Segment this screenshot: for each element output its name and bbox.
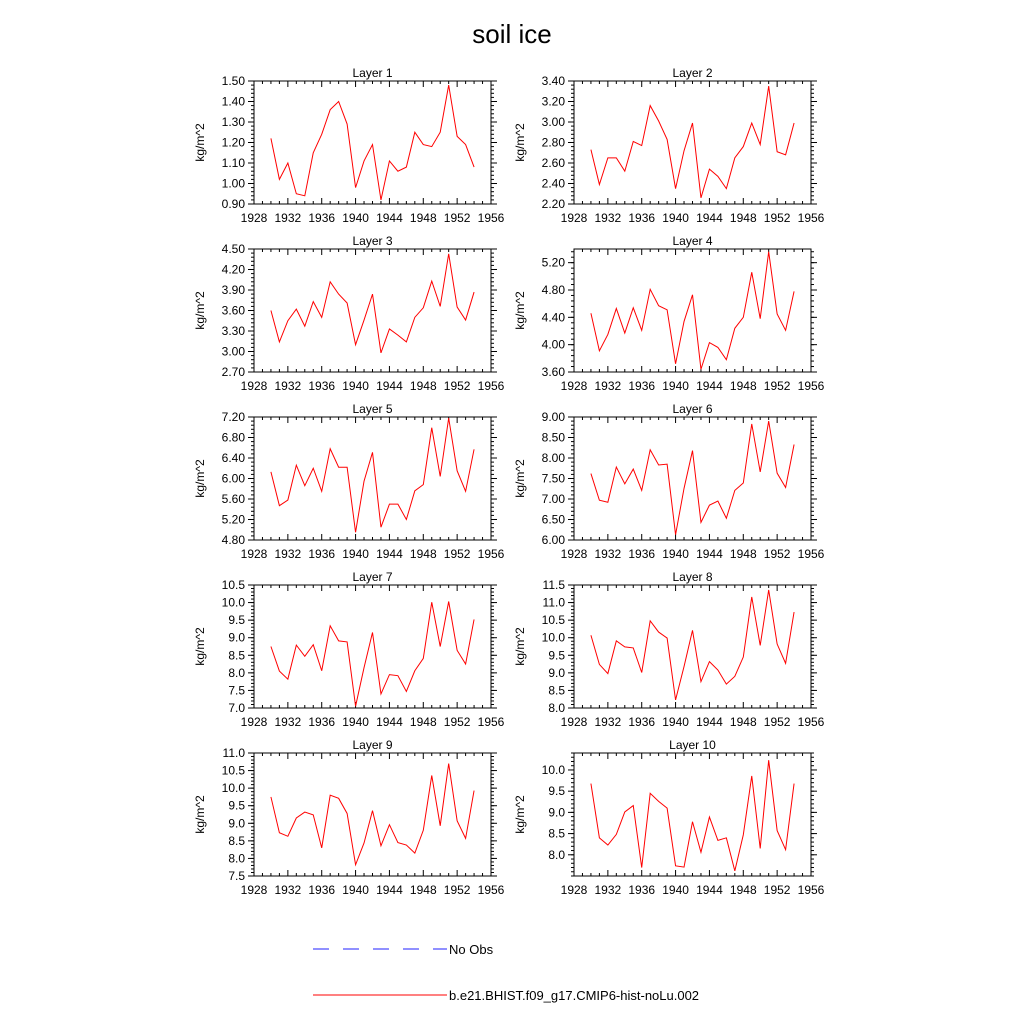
x-tick-label: 1936 xyxy=(628,715,656,729)
y-tick-label: 11.5 xyxy=(542,578,565,592)
y-tick-label: 3.60 xyxy=(541,365,565,379)
y-tick-label: 5.20 xyxy=(221,512,245,527)
y-tick-label: 1.10 xyxy=(221,156,245,170)
x-tick-label: 1936 xyxy=(308,211,336,225)
panel-title: Layer 3 xyxy=(352,234,393,248)
y-tick-label: 3.00 xyxy=(541,115,565,129)
panel-title: Layer 5 xyxy=(352,402,393,416)
y-tick-label: 10.0 xyxy=(221,595,245,610)
y-tick-label: 9.0 xyxy=(548,665,565,680)
x-tick-label: 1956 xyxy=(797,715,825,729)
y-tick-label: 4.50 xyxy=(221,242,245,256)
plot-frame xyxy=(254,249,491,372)
plot-frame xyxy=(574,417,811,540)
x-tick-label: 1944 xyxy=(376,883,403,897)
x-tick-label: 1952 xyxy=(763,211,791,225)
y-axis-label: kg/m^2 xyxy=(513,291,527,330)
x-tick-label: 1952 xyxy=(763,379,791,393)
y-tick-label: 6.50 xyxy=(541,512,565,527)
y-tick-label: 1.40 xyxy=(221,94,245,109)
panel-layer-5 xyxy=(193,402,505,561)
y-tick-label: 6.80 xyxy=(221,430,245,445)
y-tick-label: 5.20 xyxy=(541,255,565,270)
y-tick-label: 9.0 xyxy=(548,805,565,820)
y-tick-label: 10.0 xyxy=(541,762,565,777)
x-tick-label: 1956 xyxy=(477,715,505,729)
x-tick-label: 1940 xyxy=(662,547,689,561)
y-tick-label: 9.5 xyxy=(228,613,245,628)
y-tick-label: 4.00 xyxy=(541,337,565,352)
x-tick-label: 1952 xyxy=(763,547,791,561)
plot-frame xyxy=(254,585,491,708)
x-tick-label: 1928 xyxy=(560,547,588,561)
plot-frame xyxy=(574,585,811,708)
x-tick-label: 1944 xyxy=(696,379,723,393)
x-tick-label: 1948 xyxy=(729,211,757,225)
panel-title: Layer 4 xyxy=(672,234,713,248)
panel-title: Layer 7 xyxy=(352,570,393,584)
y-tick-label: 7.5 xyxy=(228,683,245,698)
panel-title: Layer 9 xyxy=(352,738,393,752)
x-tick-label: 1936 xyxy=(628,211,656,225)
y-axis-label: kg/m^2 xyxy=(513,795,527,834)
x-tick-label: 1956 xyxy=(797,883,825,897)
y-tick-label: 2.70 xyxy=(221,365,245,379)
x-tick-label: 1944 xyxy=(376,547,403,561)
legend-model-label: b.e21.BHIST.f09_g17.CMIP6-hist-noLu.002 xyxy=(449,988,700,1003)
series-line xyxy=(271,602,474,707)
panel-layer-3 xyxy=(193,234,505,393)
y-tick-label: 9.5 xyxy=(228,798,245,813)
series-line xyxy=(271,254,474,353)
x-tick-label: 1928 xyxy=(560,379,588,393)
x-tick-label: 1940 xyxy=(662,883,689,897)
panel-layer-9 xyxy=(193,738,505,897)
x-tick-label: 1940 xyxy=(342,883,369,897)
y-tick-label: 6.00 xyxy=(541,533,565,547)
x-tick-label: 1956 xyxy=(477,379,505,393)
x-tick-label: 1928 xyxy=(240,883,268,897)
y-axis-label: kg/m^2 xyxy=(193,795,207,834)
x-tick-label: 1952 xyxy=(443,379,471,393)
x-tick-label: 1948 xyxy=(409,883,437,897)
x-tick-label: 1932 xyxy=(274,547,302,561)
y-tick-label: 7.5 xyxy=(228,869,245,883)
y-tick-label: 4.40 xyxy=(541,310,565,325)
y-tick-label: 8.00 xyxy=(541,451,565,465)
y-tick-label: 7.20 xyxy=(221,410,245,424)
panel-layer-2 xyxy=(513,66,825,225)
series-line xyxy=(591,86,794,198)
y-tick-label: 4.80 xyxy=(221,533,245,547)
y-tick-label: 10.5 xyxy=(221,763,245,778)
y-tick-label: 8.0 xyxy=(548,701,565,715)
panel-layer-1 xyxy=(193,66,505,225)
x-tick-label: 1936 xyxy=(308,379,336,393)
y-tick-label: 9.00 xyxy=(541,410,565,424)
x-tick-label: 1940 xyxy=(342,547,369,561)
x-tick-label: 1932 xyxy=(274,211,302,225)
y-axis-label: kg/m^2 xyxy=(193,627,207,666)
y-tick-label: 11.0 xyxy=(542,595,565,610)
x-tick-label: 1936 xyxy=(628,547,656,561)
panel-layer-8 xyxy=(513,570,825,729)
y-tick-label: 7.00 xyxy=(541,492,565,506)
y-tick-label: 8.0 xyxy=(228,851,245,866)
x-tick-label: 1948 xyxy=(409,547,437,561)
x-tick-label: 1932 xyxy=(594,211,622,225)
x-tick-label: 1944 xyxy=(376,715,403,729)
x-tick-label: 1952 xyxy=(443,883,471,897)
x-tick-label: 1932 xyxy=(274,715,302,729)
y-tick-label: 1.50 xyxy=(221,74,245,88)
y-tick-label: 1.30 xyxy=(221,115,245,129)
x-tick-label: 1948 xyxy=(409,211,437,225)
panel-layer-7 xyxy=(193,570,505,729)
x-tick-label: 1936 xyxy=(308,883,336,897)
x-tick-label: 1952 xyxy=(443,211,471,225)
y-tick-label: 8.5 xyxy=(548,826,565,841)
x-tick-label: 1932 xyxy=(594,715,622,729)
x-tick-label: 1944 xyxy=(696,211,723,225)
x-tick-label: 1956 xyxy=(797,547,825,561)
y-tick-label: 9.5 xyxy=(548,648,565,663)
x-tick-label: 1936 xyxy=(628,883,656,897)
legend xyxy=(313,942,699,1003)
x-tick-label: 1952 xyxy=(443,715,471,729)
y-axis-label: kg/m^2 xyxy=(513,459,527,498)
x-tick-label: 1948 xyxy=(729,883,757,897)
panel-title: Layer 8 xyxy=(672,570,713,584)
x-tick-label: 1928 xyxy=(240,715,268,729)
x-tick-label: 1952 xyxy=(763,883,791,897)
y-tick-label: 9.5 xyxy=(548,784,565,799)
y-tick-label: 9.0 xyxy=(228,816,245,831)
x-tick-label: 1944 xyxy=(376,211,403,225)
x-tick-label: 1928 xyxy=(560,715,588,729)
x-tick-label: 1952 xyxy=(763,715,791,729)
x-tick-label: 1940 xyxy=(662,715,689,729)
x-tick-label: 1948 xyxy=(729,547,757,561)
y-axis-label: kg/m^2 xyxy=(513,627,527,666)
x-tick-label: 1940 xyxy=(662,379,689,393)
x-tick-label: 1944 xyxy=(696,715,723,729)
x-tick-label: 1948 xyxy=(409,715,437,729)
y-axis-label: kg/m^2 xyxy=(193,459,207,498)
x-tick-label: 1932 xyxy=(274,379,302,393)
x-tick-label: 1932 xyxy=(594,883,622,897)
series-line xyxy=(271,764,474,865)
y-axis-label: kg/m^2 xyxy=(193,291,207,330)
panels xyxy=(193,66,825,897)
y-tick-label: 8.0 xyxy=(548,847,565,862)
y-tick-label: 5.60 xyxy=(221,492,245,506)
y-tick-label: 3.60 xyxy=(221,303,245,318)
y-tick-label: 8.0 xyxy=(228,665,245,680)
x-tick-label: 1940 xyxy=(342,715,369,729)
y-tick-label: 6.40 xyxy=(221,451,245,465)
x-tick-label: 1956 xyxy=(477,547,505,561)
x-tick-label: 1932 xyxy=(274,883,302,897)
y-tick-label: 8.50 xyxy=(541,430,565,445)
plot-frame xyxy=(254,81,491,204)
y-tick-label: 2.60 xyxy=(541,156,565,170)
panel-layer-6 xyxy=(513,402,825,561)
series-line xyxy=(591,590,794,700)
x-tick-label: 1940 xyxy=(342,379,369,393)
panel-title: Layer 2 xyxy=(672,66,713,80)
y-tick-label: 8.5 xyxy=(228,648,245,663)
y-tick-label: 10.5 xyxy=(541,613,565,628)
y-tick-label: 10.0 xyxy=(221,781,245,796)
y-tick-label: 3.00 xyxy=(221,344,245,359)
x-tick-label: 1932 xyxy=(594,547,622,561)
x-tick-label: 1944 xyxy=(696,883,723,897)
x-tick-label: 1952 xyxy=(443,547,471,561)
y-axis-label: kg/m^2 xyxy=(513,123,527,162)
x-tick-label: 1944 xyxy=(376,379,403,393)
y-tick-label: 2.40 xyxy=(541,176,565,191)
x-tick-label: 1944 xyxy=(696,547,723,561)
x-tick-label: 1928 xyxy=(240,547,268,561)
x-tick-label: 1948 xyxy=(729,379,757,393)
x-tick-label: 1936 xyxy=(308,715,336,729)
y-tick-label: 0.90 xyxy=(221,197,245,211)
x-tick-label: 1936 xyxy=(308,547,336,561)
series-line xyxy=(591,252,794,370)
panel-title: Layer 1 xyxy=(352,66,393,80)
y-tick-label: 10.0 xyxy=(541,630,565,645)
series-line xyxy=(591,421,794,535)
y-tick-label: 3.30 xyxy=(221,324,245,338)
x-tick-label: 1936 xyxy=(628,379,656,393)
y-tick-label: 7.0 xyxy=(228,701,245,715)
panel-layer-10 xyxy=(513,738,825,897)
y-tick-label: 2.80 xyxy=(541,135,565,150)
x-tick-label: 1928 xyxy=(240,211,268,225)
plot-frame xyxy=(254,753,491,876)
x-tick-label: 1928 xyxy=(560,883,588,897)
y-tick-label: 2.20 xyxy=(541,197,565,211)
y-tick-label: 8.5 xyxy=(548,683,565,698)
y-axis-label: kg/m^2 xyxy=(193,123,207,162)
y-tick-label: 3.40 xyxy=(541,74,565,88)
y-tick-label: 10.5 xyxy=(221,578,245,592)
x-tick-label: 1932 xyxy=(594,379,622,393)
panel-layer-4 xyxy=(513,234,825,393)
y-tick-label: 3.20 xyxy=(541,94,565,109)
x-tick-label: 1940 xyxy=(342,211,369,225)
x-tick-label: 1956 xyxy=(797,379,825,393)
plot-frame xyxy=(254,417,491,540)
figure-title: soil ice xyxy=(472,19,552,49)
x-tick-label: 1956 xyxy=(477,211,505,225)
y-tick-label: 4.20 xyxy=(221,262,245,277)
y-tick-label: 6.00 xyxy=(221,471,245,486)
y-tick-label: 3.90 xyxy=(221,283,245,297)
x-tick-label: 1948 xyxy=(409,379,437,393)
series-line xyxy=(271,85,474,200)
panel-title: Layer 10 xyxy=(669,738,716,752)
y-tick-label: 8.5 xyxy=(228,833,245,848)
series-line xyxy=(271,418,474,532)
x-tick-label: 1928 xyxy=(560,211,588,225)
y-tick-label: 4.80 xyxy=(541,283,565,297)
x-tick-label: 1956 xyxy=(797,211,825,225)
plot-frame xyxy=(574,249,811,372)
x-tick-label: 1948 xyxy=(729,715,757,729)
y-tick-label: 1.00 xyxy=(221,176,245,191)
y-tick-label: 1.20 xyxy=(221,135,245,150)
legend-no-obs-label: No Obs xyxy=(449,942,494,957)
x-tick-label: 1928 xyxy=(240,379,268,393)
y-tick-label: 11.0 xyxy=(222,746,245,760)
x-tick-label: 1940 xyxy=(662,211,689,225)
series-line xyxy=(591,760,794,871)
x-tick-label: 1956 xyxy=(477,883,505,897)
panel-title: Layer 6 xyxy=(672,402,713,416)
y-tick-label: 9.0 xyxy=(228,630,245,645)
y-tick-label: 7.50 xyxy=(541,471,565,486)
